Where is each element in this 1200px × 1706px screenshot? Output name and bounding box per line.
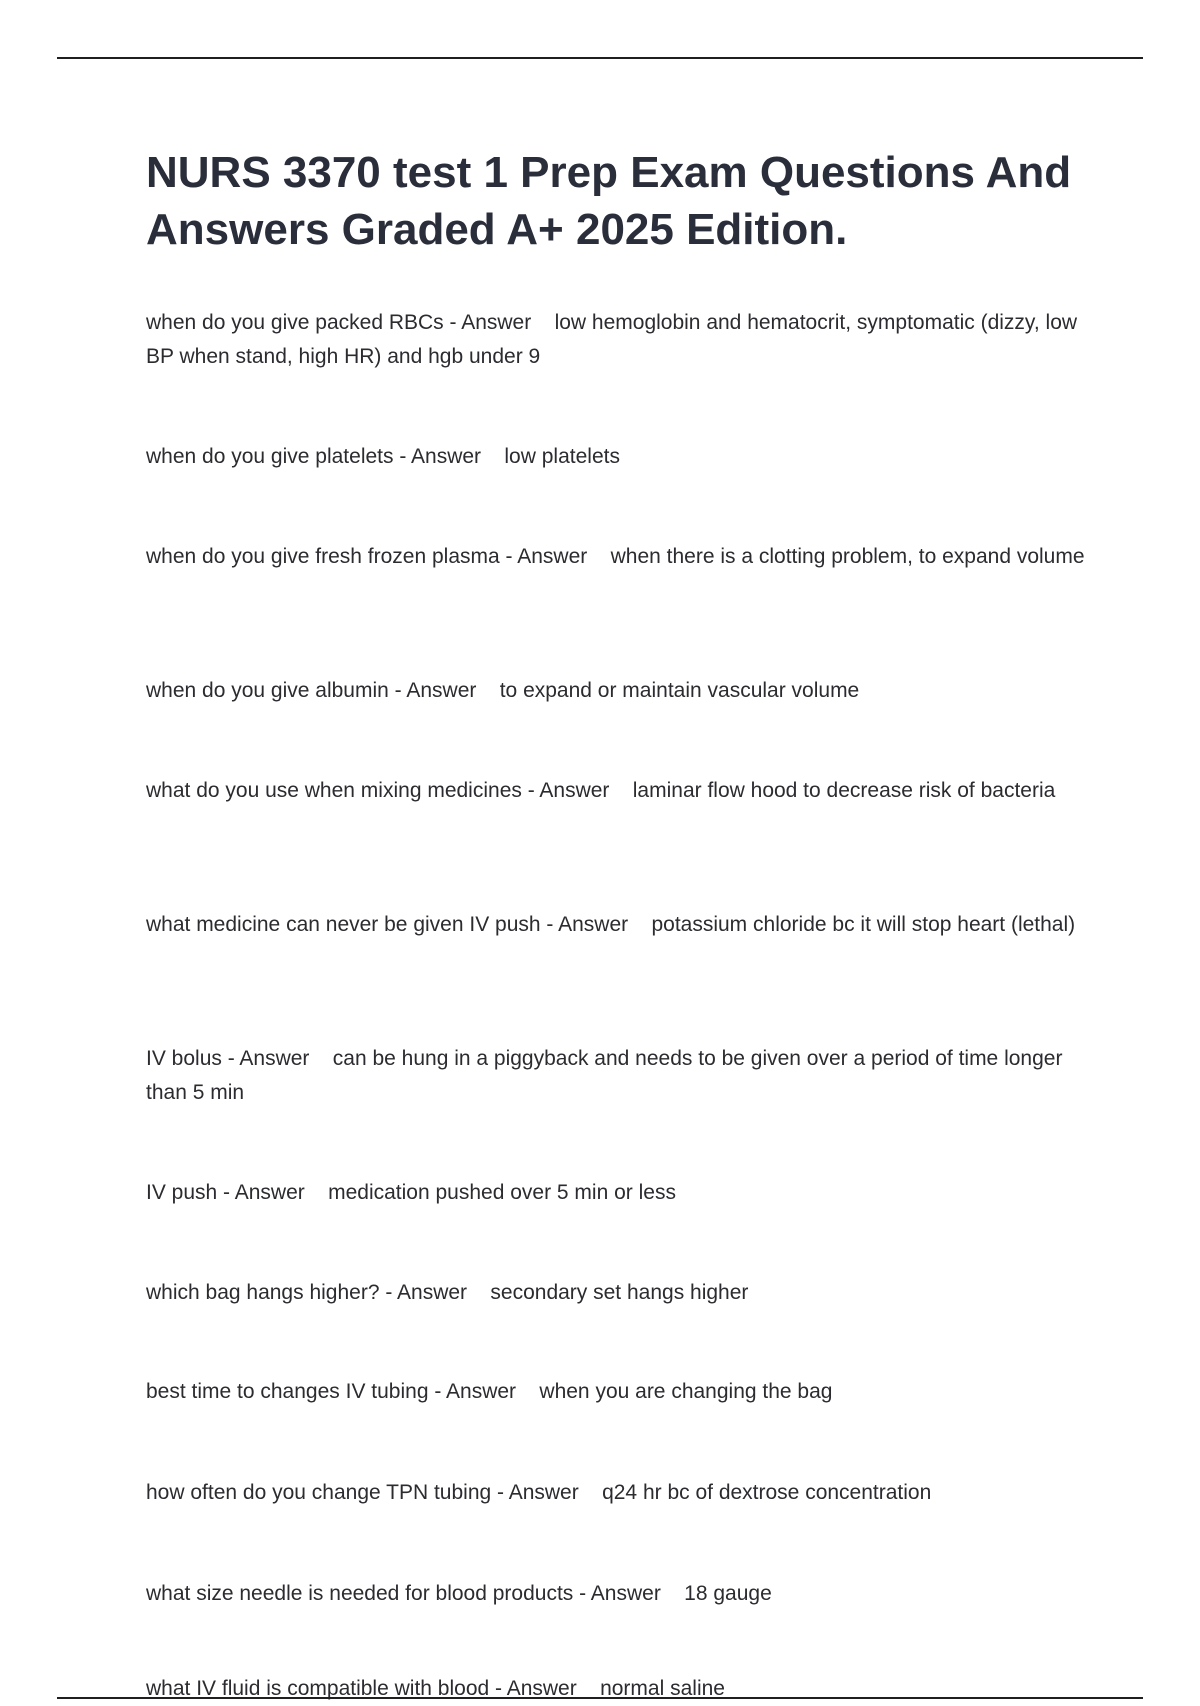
answer-label: Answer xyxy=(461,311,532,334)
document-title: NURS 3370 test 1 Prep Exam Questions And Answers Graded A+ 2025 Edition. xyxy=(146,148,1072,254)
answer-text: normal saline xyxy=(600,1677,725,1700)
question-text: what size needle is needed for blood products xyxy=(146,1582,574,1605)
answer-label: Answer xyxy=(234,1181,305,1204)
question-text: best time to changes IV tubing xyxy=(146,1380,429,1403)
question-text: when do you give platelets xyxy=(146,445,394,468)
qa-item: what do you use when mixing medicines - Answer laminar flow hood to decrease risk of bacteria xyxy=(146,779,1056,802)
answer-label: Answer xyxy=(517,545,588,568)
qa-item: best time to changes IV tubing - Answer when you are changing the bag xyxy=(146,1380,833,1403)
qa-item: when do you give albumin - Answer to expand or maintain vascular volume xyxy=(146,679,860,702)
answer-text: potassium chloride bc it will stop heart (lethal) xyxy=(651,913,1076,936)
answer-label: Answer xyxy=(239,1047,310,1070)
answer-text: 18 gauge xyxy=(684,1582,772,1605)
qa-item: when do you give packed RBCs - Answer low hemoglobin and hematocrit, symptomatic (dizzy, low BP when stand, high HR) and hgb under 9 xyxy=(146,311,1078,368)
answer-label: Answer xyxy=(508,1481,579,1504)
answer-label: Answer xyxy=(506,1677,577,1700)
answer-label: Answer xyxy=(446,1380,517,1403)
qa-item: how often do you change TPN tubing - Answer q24 hr bc of dextrose concentration xyxy=(146,1481,932,1504)
answer-label: Answer xyxy=(539,779,610,802)
top-divider xyxy=(57,57,1143,59)
question-text: when do you give packed RBCs xyxy=(146,311,444,334)
question-text: what medicine can never be given IV push xyxy=(146,913,541,936)
question-text: IV push xyxy=(146,1181,218,1204)
question-text: when do you give albumin xyxy=(146,679,389,702)
answer-text: secondary set hangs higher xyxy=(490,1281,749,1304)
question-text: what do you use when mixing medicines xyxy=(146,779,522,802)
qa-item: when do you give fresh frozen plasma - Answer when there is a clotting problem, to expand volume xyxy=(146,545,1085,568)
qa-item: what IV fluid is compatible with blood - Answer normal saline xyxy=(146,1677,725,1700)
qa-item: IV bolus - Answer can be hung in a piggyback and needs to be given over a period of time longer than 5 min xyxy=(146,1047,1063,1104)
document-body xyxy=(146,144,1086,1700)
question-text: how often do you change TPN tubing xyxy=(146,1481,492,1504)
answer-text: medication pushed over 5 min or less xyxy=(328,1181,676,1204)
qa-item: what medicine can never be given IV push - Answer potassium chloride bc it will stop heart (lethal) xyxy=(146,913,1076,936)
question-text: when do you give fresh frozen plasma xyxy=(146,545,500,568)
qa-item: what size needle is needed for blood products - Answer 18 gauge xyxy=(146,1582,772,1605)
answer-text: when there is a clotting problem, to expand volume xyxy=(610,545,1085,568)
answer-label: Answer xyxy=(558,913,629,936)
question-text: what IV fluid is compatible with blood xyxy=(146,1677,490,1700)
answer-label: Answer xyxy=(411,445,482,468)
answer-label: Answer xyxy=(590,1582,661,1605)
answer-text: q24 hr bc of dextrose concentration xyxy=(602,1481,932,1504)
answer-text: low platelets xyxy=(504,445,620,468)
question-text: IV bolus xyxy=(146,1047,222,1070)
question-text: which bag hangs higher? xyxy=(146,1281,380,1304)
qa-item: IV push - Answer medication pushed over 5 min or less xyxy=(146,1181,676,1204)
answer-text: low hemoglobin and hematocrit, symptomatic (dizzy, low BP when stand, high HR) and hgb under 9 xyxy=(146,311,1078,368)
qa-item: which bag hangs higher? - Answer secondary set hangs higher xyxy=(146,1281,749,1304)
answer-text: can be hung in a piggyback and needs to be given over a period of time longer than 5 min xyxy=(146,1047,1063,1104)
bottom-divider xyxy=(57,1697,1143,1699)
answer-text: when you are changing the bag xyxy=(539,1380,833,1403)
answer-label: Answer xyxy=(397,1281,468,1304)
answer-label: Answer xyxy=(406,679,477,702)
answer-text: to expand or maintain vascular volume xyxy=(499,679,860,702)
qa-item: when do you give platelets - Answer low platelets xyxy=(146,445,620,468)
answer-text: laminar flow hood to decrease risk of bacteria xyxy=(632,779,1056,802)
